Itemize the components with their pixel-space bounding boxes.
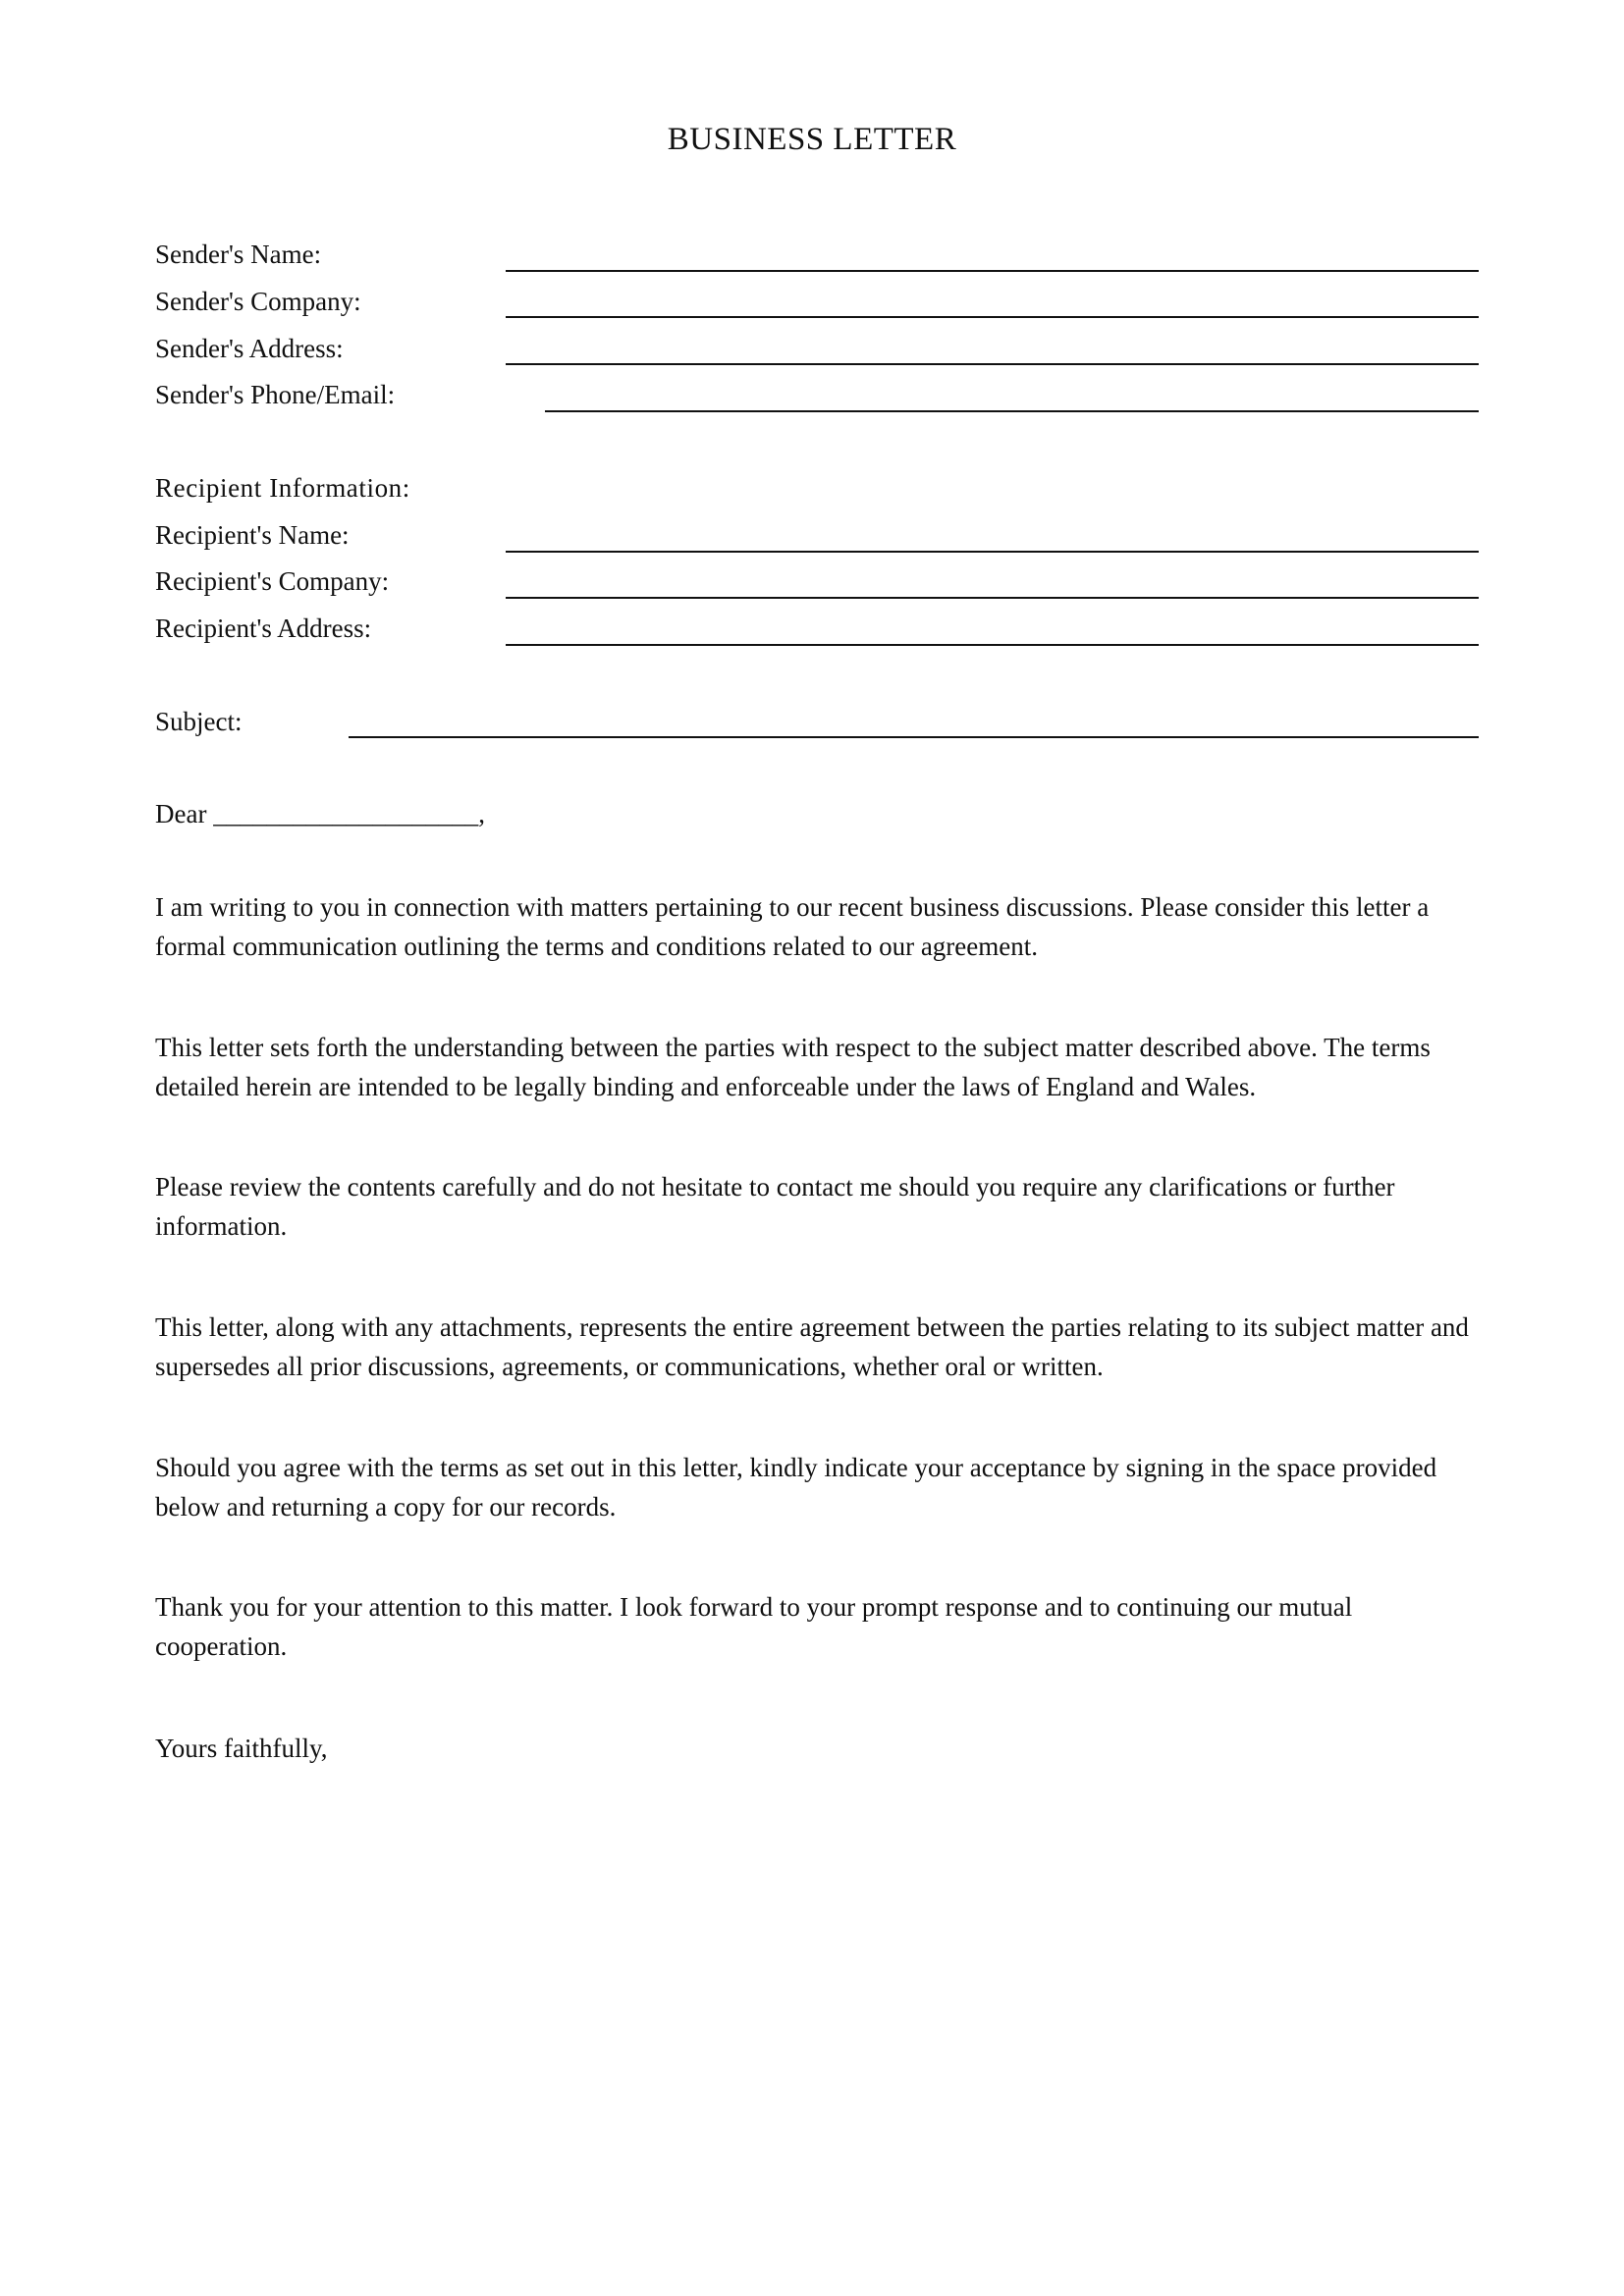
document-title: BUSINESS LETTER bbox=[667, 122, 957, 157]
recipient-company-label: Recipient's Company: bbox=[155, 566, 390, 596]
body-paragraph-1: I am writing to you in connection with matters pertaining to our recent business discussions. Please consider this letter a formal communication outlining the terms and conditions related to our agreement. bbox=[155, 892, 1430, 961]
body-paragraph-3: Please review the contents carefully and do not hesitate to contact me should you require any clarifications or further information. bbox=[155, 1172, 1395, 1241]
body-paragraph-4: This letter, along with any attachments, represents the entire agreement between the parties relating to its subject matter and supersedes all prior discussions, agreements, or communications, whether oral or written. bbox=[155, 1312, 1469, 1381]
sender-contact-field[interactable] bbox=[545, 410, 1479, 412]
sender-name-field[interactable] bbox=[506, 270, 1479, 272]
recipient-company-field[interactable] bbox=[506, 597, 1479, 599]
sender-company-field[interactable] bbox=[506, 316, 1479, 318]
salutation: Dear ____________________, bbox=[155, 799, 485, 828]
closing: Yours faithfully, bbox=[155, 1734, 328, 1763]
sender-address-field[interactable] bbox=[506, 363, 1479, 365]
recipient-name-field[interactable] bbox=[506, 551, 1479, 553]
sender-address-label: Sender's Address: bbox=[155, 334, 344, 363]
body-paragraph-5: Should you agree with the terms as set out in this letter, kindly indicate your acceptance by signing in the space provided below and returning a copy for our records. bbox=[155, 1453, 1437, 1522]
recipient-name-label: Recipient's Name: bbox=[155, 520, 350, 550]
body-paragraph-2: This letter sets forth the understanding between the parties with respect to the subject matter described above. The terms detailed herein are intended to be legally binding and enforceable under the laws of England and Wales. bbox=[155, 1033, 1431, 1101]
body-paragraph-6: Thank you for your attention to this matter. I look forward to your prompt response and to continuing our mutual cooperation. bbox=[155, 1592, 1353, 1661]
sender-name-label: Sender's Name: bbox=[155, 240, 322, 269]
sender-company-label: Sender's Company: bbox=[155, 287, 361, 316]
recipient-address-field[interactable] bbox=[506, 644, 1479, 646]
subject-field[interactable] bbox=[349, 736, 1479, 738]
sender-contact-label: Sender's Phone/Email: bbox=[155, 380, 396, 409]
recipient-heading: Recipient Information: bbox=[155, 473, 410, 503]
subject-label: Subject: bbox=[155, 707, 243, 736]
recipient-address-label: Recipient's Address: bbox=[155, 614, 372, 643]
